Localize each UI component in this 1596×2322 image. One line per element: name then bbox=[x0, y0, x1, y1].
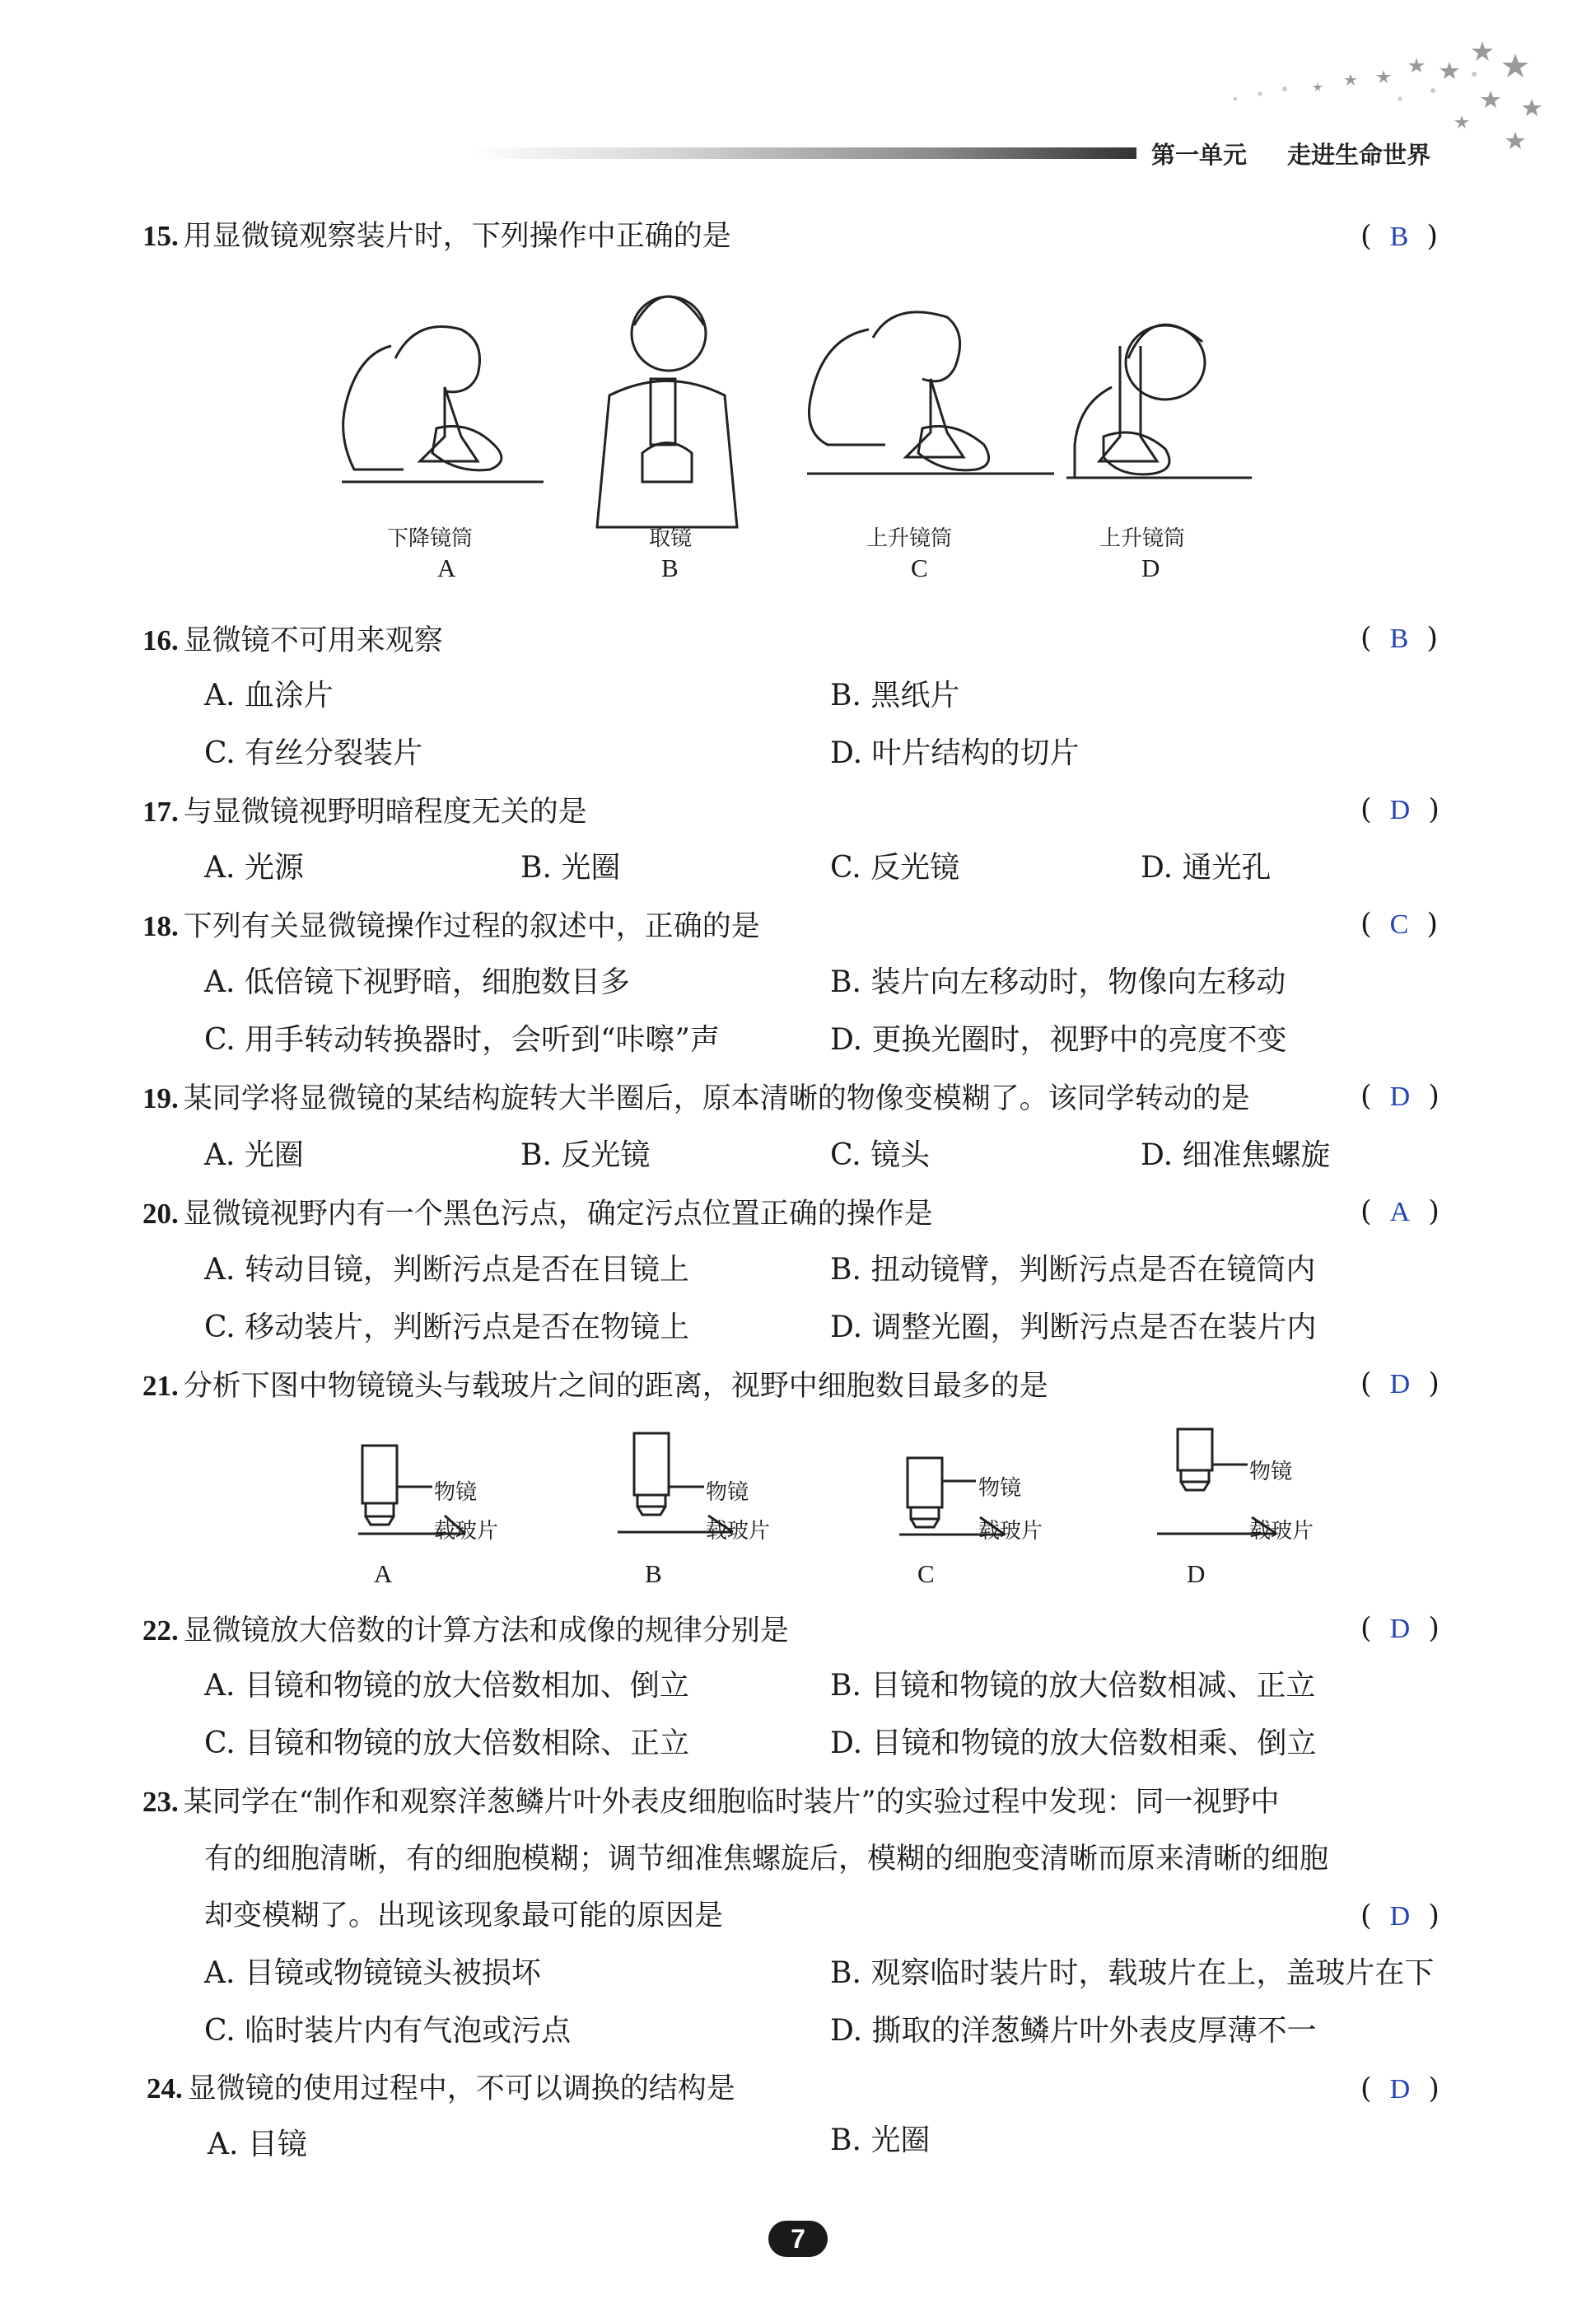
question-number: 20. bbox=[142, 1198, 179, 1230]
option-23-a: A. 目镜或物镜镜头被损坏 bbox=[204, 1956, 541, 1990]
question-stem-line-3: 却变模糊了。出现该现象最可能的原因是 bbox=[204, 1899, 724, 1932]
question-24 bbox=[147, 2070, 735, 2108]
question-20 bbox=[142, 1195, 933, 1233]
answer-letter: D bbox=[1389, 1614, 1411, 1644]
option-24-b: B. 光圈 bbox=[830, 2123, 931, 2157]
answer-letter: D bbox=[1389, 2074, 1411, 2105]
figure-label-d: D bbox=[1141, 554, 1160, 582]
answer-17: ( D ) bbox=[1360, 793, 1440, 826]
label-objective-d: 物镜 bbox=[1249, 1460, 1293, 1484]
label-objective-a: 物镜 bbox=[434, 1480, 478, 1505]
option-19-c: C. 镜头 bbox=[830, 1138, 931, 1172]
answer-15: ( B ) bbox=[1360, 220, 1438, 253]
option-18-c: C. 用手转动转换器时，会听到“咔嚓”声 bbox=[204, 1023, 720, 1057]
figure21-label-a: A bbox=[374, 1559, 393, 1588]
question-stem: 用显微镜观察装片时，下列操作中正确的是 bbox=[183, 220, 731, 253]
header-gradient-bar bbox=[469, 147, 1136, 159]
option-19-a: A. 光圈 bbox=[204, 1138, 304, 1172]
question-stem: 下列有关显微镜操作过程的叙述中，正确的是 bbox=[183, 910, 760, 943]
question-23 bbox=[142, 1783, 1280, 1821]
option-16-c: C. 有丝分裂装片 bbox=[204, 736, 423, 770]
figure-label-b: B bbox=[661, 554, 679, 582]
question-15 bbox=[142, 217, 731, 255]
answer-letter: D bbox=[1389, 1369, 1411, 1399]
question-number: 22. bbox=[142, 1614, 179, 1647]
figure-label-c: C bbox=[911, 554, 928, 582]
answer-22: ( D ) bbox=[1360, 1612, 1440, 1645]
question-16 bbox=[142, 622, 443, 660]
option-18-b: B. 装片向左移动时，物像向左移动 bbox=[830, 965, 1286, 999]
question-number: 19. bbox=[142, 1082, 179, 1114]
answer-23: ( D ) bbox=[1360, 1899, 1440, 1932]
page-number: 7 bbox=[768, 2221, 828, 2257]
question-number: 23. bbox=[142, 1786, 179, 1818]
option-23-c: C. 临时装片内有气泡或污点 bbox=[204, 2014, 572, 2048]
header-title: 走进生命世界 bbox=[1287, 141, 1431, 169]
question-stem: 某同学将显微镜的某结构旋转大半圈后，原本清晰的物像变模糊了。该同学转动的是 bbox=[183, 1082, 1250, 1115]
question-number: 15. bbox=[142, 220, 179, 252]
label-slide-b: 载玻片 bbox=[706, 1519, 771, 1544]
answer-16: ( B ) bbox=[1360, 622, 1438, 655]
answer-18: ( C ) bbox=[1360, 908, 1438, 941]
option-19-b: B. 反光镜 bbox=[520, 1138, 651, 1172]
question-stem: 显微镜视野内有一个黑色污点，确定污点位置正确的操作是 bbox=[183, 1198, 933, 1231]
question-22 bbox=[142, 1612, 789, 1650]
label-slide-c: 载玻片 bbox=[978, 1519, 1043, 1544]
answer-letter: D bbox=[1389, 1082, 1411, 1112]
question-number: 21. bbox=[142, 1370, 179, 1402]
option-23-d: D. 撕取的洋葱鳞片叶外表皮厚薄不一 bbox=[830, 2014, 1317, 2048]
option-17-b: B. 光圈 bbox=[520, 851, 621, 885]
answer-letter: B bbox=[1389, 222, 1409, 252]
microscope-operation-figure bbox=[329, 288, 1276, 535]
figure21-label-c: C bbox=[917, 1559, 935, 1588]
option-22-c: C. 目镜和物镜的放大倍数相除、正立 bbox=[204, 1726, 690, 1760]
option-20-c: C. 移动装片，判断污点是否在物镜上 bbox=[204, 1311, 690, 1344]
option-17-d: D. 通光孔 bbox=[1141, 851, 1272, 885]
question-number: 17. bbox=[142, 796, 179, 828]
question-21 bbox=[142, 1367, 1048, 1405]
header-unit: 第一单元 bbox=[1151, 141, 1248, 169]
figure-caption-b: 取镜 bbox=[649, 526, 693, 551]
figure-caption-d: 上升镜筒 bbox=[1099, 526, 1186, 551]
answer-letter: D bbox=[1389, 795, 1411, 825]
option-17-a: A. 光源 bbox=[204, 851, 304, 885]
question-17 bbox=[142, 793, 587, 831]
question-stem-line-2: 有的细胞清晰，有的细胞模糊；调节细准焦螺旋后，模糊的细胞变清晰而原来清晰的细胞 bbox=[204, 1843, 1329, 1876]
answer-20: ( A ) bbox=[1360, 1195, 1440, 1228]
question-number: 18. bbox=[142, 910, 179, 942]
question-stem: 分析下图中物镜镜头与载玻片之间的距离，视野中细胞数目最多的是 bbox=[183, 1370, 1048, 1403]
figure-caption-a: 下降镜筒 bbox=[387, 526, 474, 551]
option-19-d: D. 细准焦螺旋 bbox=[1141, 1138, 1331, 1172]
option-22-a: A. 目镜和物镜的放大倍数相加、倒立 bbox=[204, 1669, 689, 1703]
question-19 bbox=[142, 1080, 1250, 1118]
option-16-d: D. 叶片结构的切片 bbox=[830, 736, 1080, 770]
question-stem: 与显微镜视野明暗程度无关的是 bbox=[183, 796, 587, 829]
option-16-a: A. 血涂片 bbox=[204, 679, 334, 712]
option-22-d: D. 目镜和物镜的放大倍数相乘、倒立 bbox=[830, 1726, 1317, 1760]
label-slide-a: 载玻片 bbox=[434, 1519, 499, 1544]
figure-label-a: A bbox=[437, 554, 456, 582]
question-stem: 显微镜不可用来观察 bbox=[183, 624, 443, 657]
answer-letter: A bbox=[1389, 1197, 1411, 1227]
question-18 bbox=[142, 908, 760, 946]
question-number: 24. bbox=[147, 2072, 183, 2105]
question-stem: 显微镜放大倍数的计算方法和成像的规律分别是 bbox=[183, 1614, 789, 1647]
answer-letter: D bbox=[1389, 1901, 1411, 1932]
answer-24: ( D ) bbox=[1360, 2072, 1440, 2105]
option-20-d: D. 调整光圈，判断污点是否在装片内 bbox=[830, 1311, 1317, 1344]
option-24-a: A. 目镜 bbox=[208, 2128, 307, 2161]
answer-letter: B bbox=[1389, 624, 1409, 654]
question-stem-line-1: 某同学在“制作和观察洋葱鳞片叶外表皮细胞临时装片”的实验过程中发现：同一视野中 bbox=[183, 1786, 1280, 1819]
option-20-b: B. 扭动镜臂，判断污点是否在镜筒内 bbox=[830, 1253, 1316, 1287]
answer-letter: C bbox=[1389, 909, 1409, 940]
option-17-c: C. 反光镜 bbox=[830, 851, 960, 885]
option-18-a: A. 低倍镜下视野暗，细胞数目多 bbox=[204, 965, 630, 999]
question-stem: 显微镜的使用过程中，不可以调换的结构是 bbox=[187, 2072, 735, 2105]
figure21-label-b: B bbox=[645, 1559, 662, 1588]
question-number: 16. bbox=[142, 624, 179, 656]
figure-a-person bbox=[395, 327, 480, 392]
answer-19: ( D ) bbox=[1360, 1080, 1440, 1113]
option-18-d: D. 更换光圈时，视野中的亮度不变 bbox=[830, 1023, 1287, 1057]
option-22-b: B. 目镜和物镜的放大倍数相减、正立 bbox=[830, 1669, 1316, 1703]
figure21-label-d: D bbox=[1187, 1559, 1206, 1588]
figure-caption-c: 上升镜筒 bbox=[866, 526, 953, 551]
label-slide-d: 载玻片 bbox=[1249, 1519, 1314, 1544]
option-23-b: B. 观察临时装片时，载玻片在上，盖玻片在下 bbox=[830, 1956, 1435, 1990]
label-objective-b: 物镜 bbox=[706, 1480, 749, 1505]
label-objective-c: 物镜 bbox=[978, 1476, 1022, 1501]
option-20-a: A. 转动目镜，判断污点是否在目镜上 bbox=[204, 1253, 689, 1287]
option-16-b: B. 黑纸片 bbox=[830, 679, 960, 712]
answer-21: ( D ) bbox=[1360, 1367, 1440, 1400]
